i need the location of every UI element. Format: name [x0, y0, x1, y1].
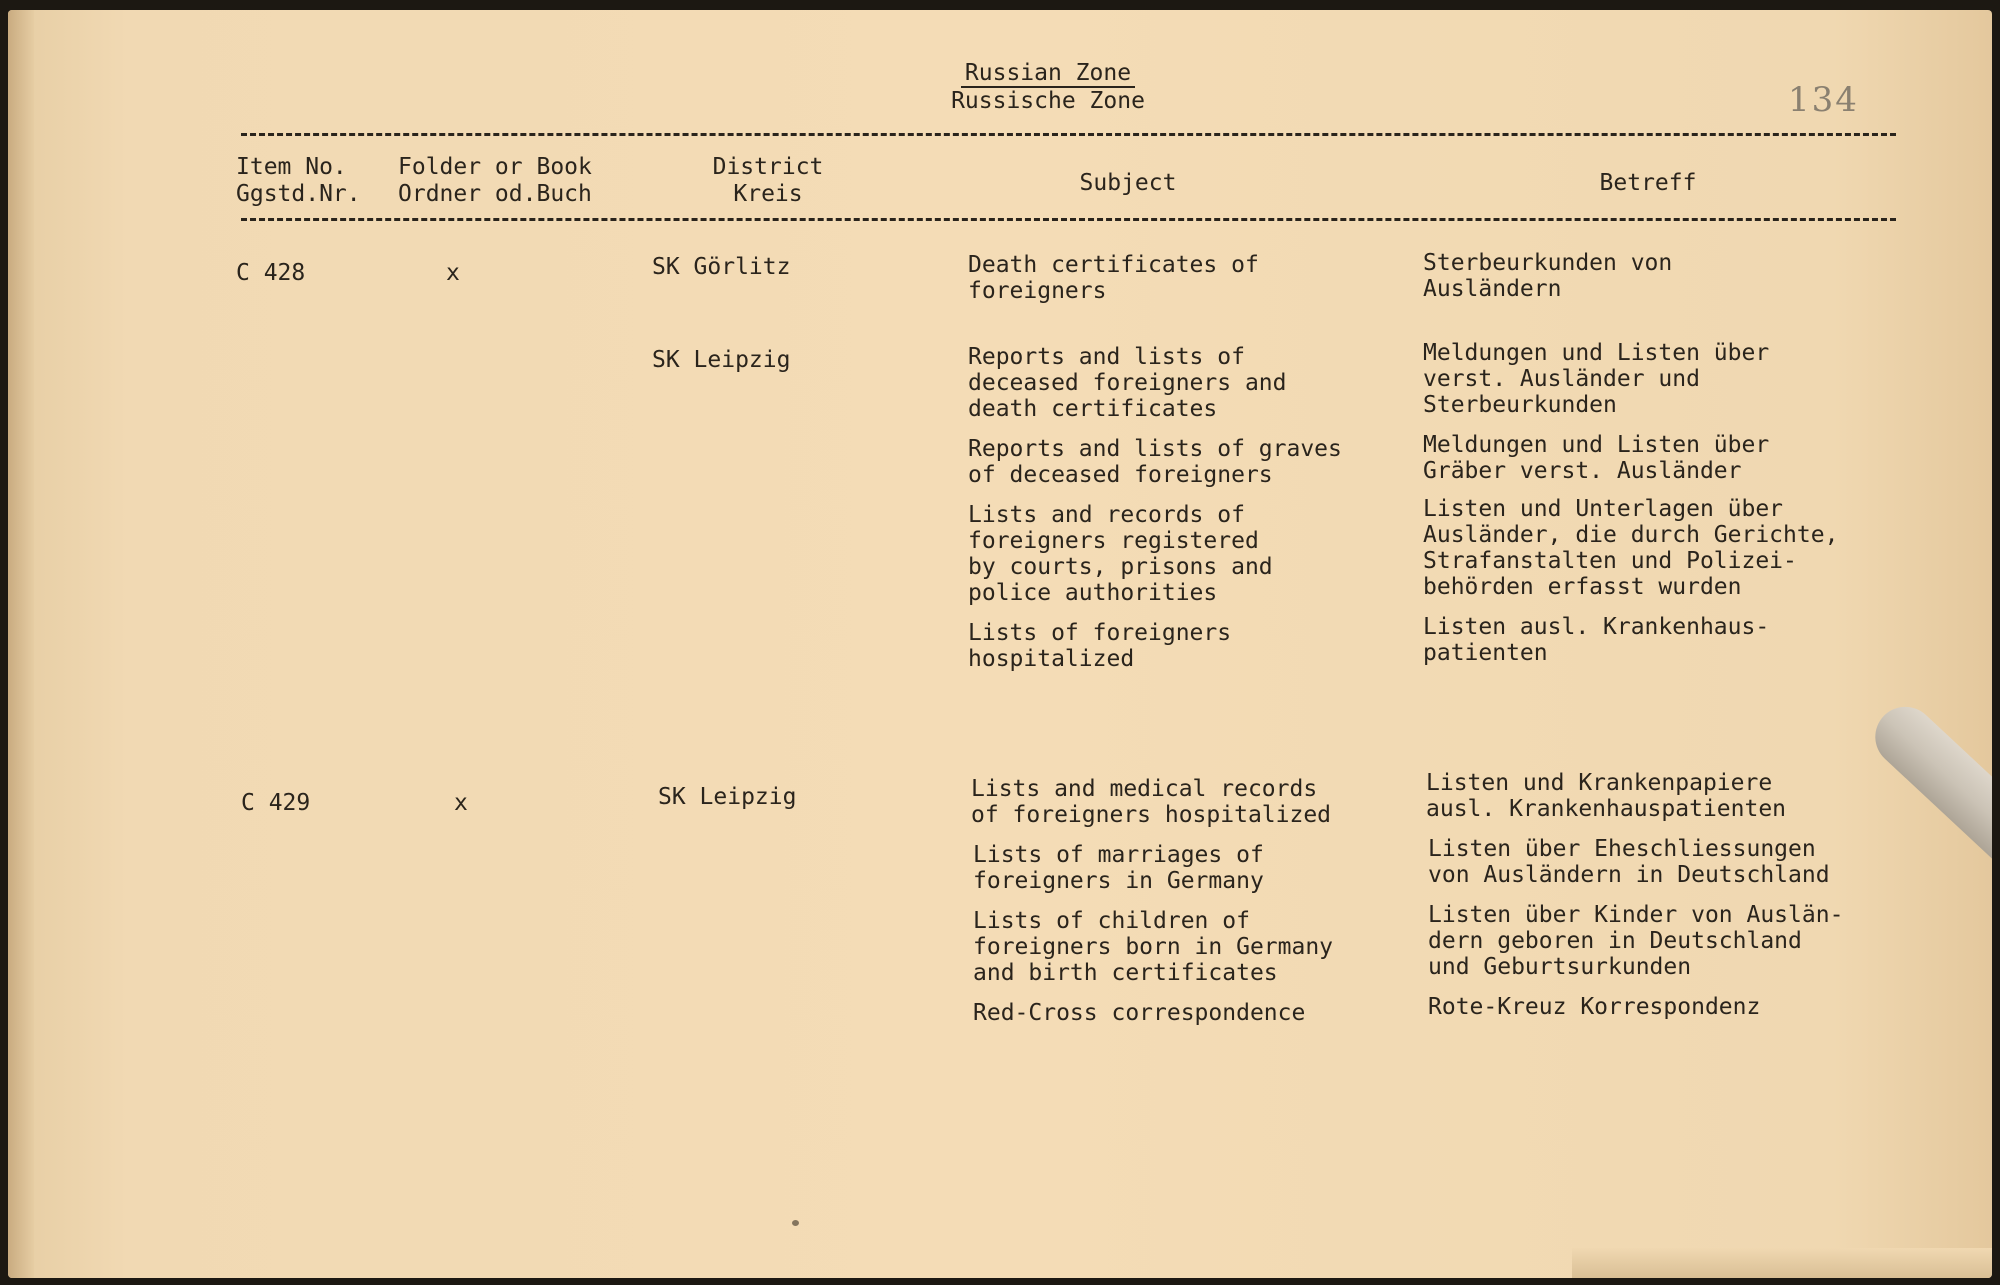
subject-text: Red-Cross correspondence	[973, 1000, 1306, 1026]
betreff-text: Meldungen und Listen über Gräber verst. Ausländer	[1423, 432, 1770, 484]
betreff-text: Listen und Krankenpapiere ausl. Krankenhauspatienten	[1426, 770, 1787, 822]
header-rule-bottom	[241, 218, 1896, 221]
subject-entry	[968, 436, 1408, 488]
column-header-folder-de: Ordner od.Buch	[398, 181, 592, 207]
subject-text: Reports and lists of graves of deceased foreigners	[968, 436, 1342, 488]
betreff-entry	[1426, 770, 1866, 822]
betreff-entry	[1428, 902, 1868, 980]
subject-entry	[968, 620, 1408, 672]
column-header-folder-en: Folder or Book	[398, 154, 592, 180]
subject-entry	[968, 252, 1408, 304]
betreff-entry	[1423, 432, 1863, 484]
column-header-betreff: Betreff	[1599, 170, 1697, 196]
betreff-text: Listen ausl. Krankenhaus- patienten	[1423, 614, 1770, 666]
betreff-text: Listen über Eheschliessungen von Ausländern in Deutschland	[1428, 836, 1830, 888]
column-header-district-de: Kreis	[733, 181, 803, 207]
betreff-entry	[1428, 994, 1868, 1020]
subject-entry	[973, 842, 1413, 894]
page-edge	[8, 10, 34, 1278]
page-number: 134	[1788, 80, 1859, 120]
subject-text: Lists of children of foreigners born in Germany and birth certificates	[973, 908, 1334, 986]
subject-entry	[973, 1000, 1413, 1026]
folder-mark: x	[446, 260, 460, 286]
district: SK Leipzig	[652, 347, 791, 373]
item-number: C 429	[241, 790, 311, 816]
betreff-entry	[1423, 496, 1863, 600]
subject-text: Reports and lists of deceased foreigners and death certificates	[968, 344, 1287, 422]
betreff-text: Sterbeurkunden von Ausländern	[1423, 250, 1673, 302]
ink-dot	[792, 1220, 799, 1226]
zone-title-en: Russian Zone	[961, 60, 1135, 88]
subject-entry	[968, 502, 1408, 606]
subject-text: Lists of foreigners hospitalized	[968, 620, 1232, 672]
subject-text: Death certificates of foreigners	[968, 252, 1259, 304]
subject-entry	[968, 344, 1408, 422]
zone-title-de: Russische Zone	[951, 88, 1145, 114]
column-header-district	[688, 154, 848, 208]
column-header-district-en: District	[712, 154, 824, 180]
betreff-entry	[1428, 836, 1868, 888]
tongue-depressor	[1863, 694, 1992, 902]
column-header-item-en: Item No.	[236, 154, 347, 180]
subject-entry	[973, 908, 1413, 986]
column-header-item-de: Ggstd.Nr.	[236, 181, 361, 207]
subject-entry	[971, 776, 1411, 828]
ledger-page	[8, 10, 1992, 1278]
betreff-text: Rote-Kreuz Korrespondenz	[1428, 994, 1761, 1020]
district: SK Leipzig	[658, 784, 797, 810]
subject-text: Lists and medical records of foreigners hospitalized	[971, 776, 1332, 828]
subject-text: Lists and records of foreigners registered by courts, prisons and police authorities	[968, 502, 1273, 606]
column-header-folder	[398, 154, 592, 208]
column-header-subject: Subject	[1079, 170, 1177, 196]
betreff-entry	[1423, 340, 1863, 418]
column-header-item	[236, 154, 361, 208]
subject-text: Lists of marriages of foreigners in Germany	[973, 842, 1264, 894]
item-number: C 428	[236, 260, 306, 286]
page-edge-bottom	[1572, 1248, 1992, 1278]
betreff-entry	[1423, 250, 1863, 302]
betreff-text: Meldungen und Listen über verst. Ausländer und Sterbeurkunden	[1423, 340, 1770, 418]
district: SK Görlitz	[652, 254, 791, 280]
betreff-text: Listen über Kinder von Auslän- dern geboren in Deutschland und Geburtsurkunden	[1428, 902, 1844, 980]
betreff-text: Listen und Unterlagen über Ausländer, die durch Gerichte, Strafanstalten und Polizei- behörden erfasst wurden	[1423, 496, 1839, 600]
betreff-entry	[1423, 614, 1863, 666]
zone-title	[928, 60, 1168, 114]
folder-mark: x	[454, 790, 468, 816]
header-rule-top	[241, 133, 1896, 136]
